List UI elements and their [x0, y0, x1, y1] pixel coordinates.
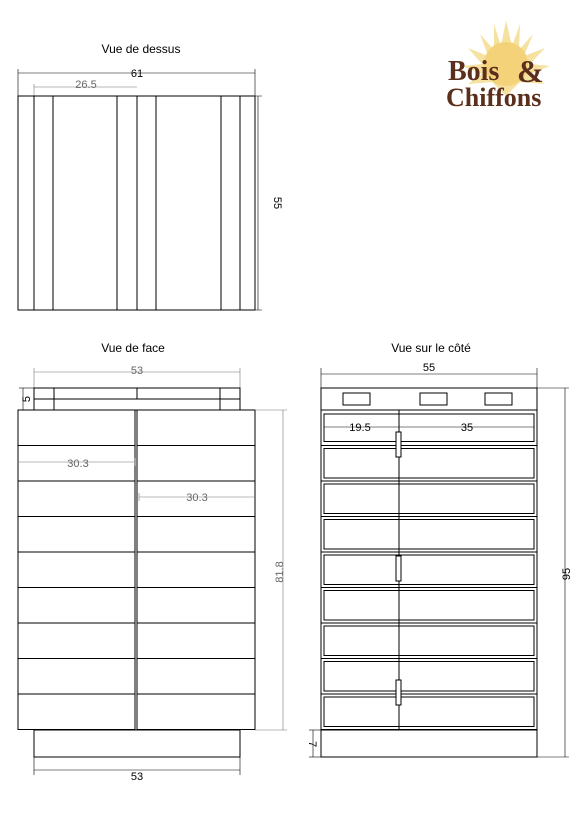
front-slat-left	[18, 694, 135, 730]
front-slat-left	[18, 588, 135, 624]
logo-word-chiffons: Chiffons	[446, 83, 542, 112]
side-slat-inner	[324, 520, 534, 550]
side-slat-inner	[324, 662, 534, 692]
dim-base-width-label: 53	[130, 771, 144, 783]
front-base	[34, 730, 240, 757]
front-slat-left	[18, 623, 135, 659]
dim-body-height-label: 81.8	[274, 561, 286, 583]
front-slat-left	[18, 481, 135, 517]
front-slat-left	[18, 552, 135, 588]
brand-logo	[446, 20, 550, 112]
front-slat-right	[137, 410, 255, 446]
dim-slat-left-label: 30.3	[67, 458, 89, 470]
dim-lid-height-label: 5	[21, 395, 33, 403]
dim-top-depth-label: 55	[271, 196, 283, 210]
side-slat-inner	[324, 626, 534, 656]
side-lid-batten-2	[420, 393, 447, 405]
side-lid-batten-1	[343, 393, 370, 405]
dim-top-width-label: 61	[130, 68, 144, 80]
dim-front-top-width-label: 53	[130, 365, 144, 377]
front-slat-left	[18, 517, 135, 553]
side-base	[321, 730, 537, 757]
dim-panel-left-label: 26.5	[75, 79, 97, 91]
dim-side-width-label: 55	[422, 362, 436, 374]
side-slat-inner	[324, 484, 534, 514]
dim-slat-right-label: 30.3	[186, 492, 208, 504]
front-slat-right	[137, 446, 255, 482]
front-view	[18, 341, 287, 783]
dim-side-back-label: 35	[460, 422, 474, 434]
side-slat-inner	[324, 449, 534, 479]
front-slat-right	[137, 588, 255, 624]
side-slat-inner	[324, 555, 534, 585]
logo-word-bois: Bois	[448, 56, 500, 87]
hinge-icon-middle	[396, 556, 401, 581]
hinge-icon-top	[396, 432, 401, 457]
side-view	[306, 341, 573, 757]
front-slat-right	[137, 623, 255, 659]
front-slats	[18, 410, 255, 730]
side-slat-inner	[324, 591, 534, 621]
side-view-title: Vue sur le côté	[391, 341, 471, 355]
logo-ampersand: &	[517, 53, 544, 89]
side-lid-batten-3	[485, 393, 512, 405]
side-slats	[321, 410, 537, 730]
front-slat-right	[137, 552, 255, 588]
front-slat-right	[137, 517, 255, 553]
dim-total-height-label: 95	[561, 567, 573, 581]
front-slat-left	[18, 410, 135, 446]
side-slat-inner	[324, 697, 534, 727]
front-slat-left	[18, 659, 135, 695]
top-view-title: Vue de dessus	[101, 42, 181, 56]
top-view	[18, 42, 283, 310]
dim-side-front-label: 19.5	[349, 422, 371, 434]
front-view-title: Vue de face	[101, 341, 165, 355]
dim-base-height-label: 7	[306, 740, 318, 748]
front-slat-right	[137, 659, 255, 695]
hinge-icon-bottom	[396, 680, 401, 705]
front-slat-right	[137, 694, 255, 730]
